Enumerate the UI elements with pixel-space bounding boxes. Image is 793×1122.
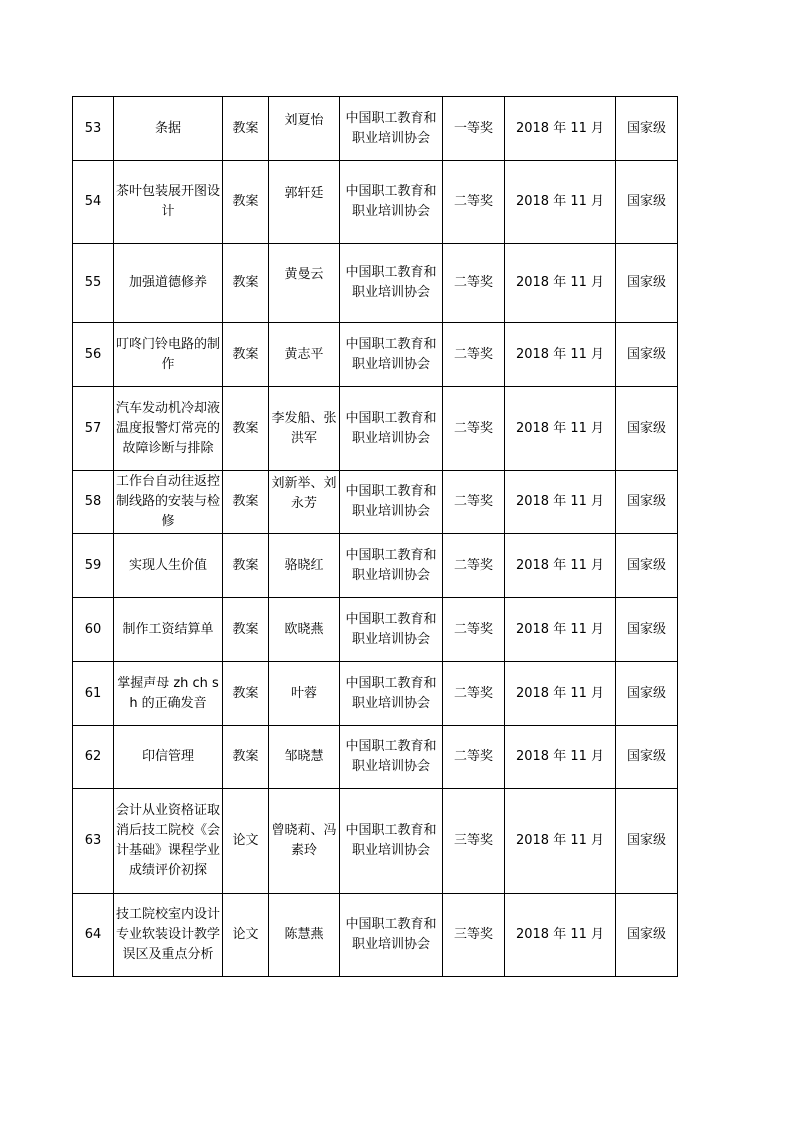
award-date-cell bbox=[505, 471, 616, 534]
award-date-cell bbox=[505, 161, 616, 244]
work-title: 实现人生价值 bbox=[128, 557, 207, 573]
work-type-cell bbox=[223, 789, 269, 894]
row-number: 61 bbox=[84, 685, 102, 701]
author-names-cell bbox=[269, 726, 340, 789]
row-number-cell bbox=[73, 598, 114, 662]
award-date-cell bbox=[505, 789, 616, 894]
row-number-cell bbox=[73, 244, 114, 323]
work-title: 掌握声母 zh ch sh 的正确发音 bbox=[117, 675, 219, 711]
award-grade-cell bbox=[443, 161, 505, 244]
organizer-cell bbox=[340, 97, 443, 161]
award-grade: 一等奖 bbox=[453, 120, 493, 136]
author-names: 邹晓慧 bbox=[284, 749, 324, 764]
award-level-cell bbox=[616, 161, 678, 244]
work-title-cell bbox=[114, 726, 223, 789]
row-number: 62 bbox=[84, 749, 102, 764]
author-names: 欧晓燕 bbox=[284, 621, 324, 637]
work-type: 教案 bbox=[232, 275, 259, 290]
work-type: 教案 bbox=[232, 685, 259, 701]
award-date: 2018 年 11 月 bbox=[515, 194, 605, 209]
award-date-cell bbox=[505, 598, 616, 662]
organizer: 中国职工教育和职业培训协会 bbox=[345, 917, 437, 952]
work-title: 叮咚门铃电路的制作 bbox=[116, 336, 221, 372]
row-number: 53 bbox=[84, 120, 102, 136]
row-number: 56 bbox=[84, 346, 102, 362]
row-number-cell bbox=[73, 726, 114, 789]
award-grade: 二等奖 bbox=[453, 557, 493, 573]
award-level: 国家级 bbox=[626, 420, 666, 436]
work-title-cell bbox=[114, 471, 223, 534]
author-names: 郭轩廷 bbox=[284, 186, 324, 201]
table-row bbox=[73, 97, 678, 161]
row-number-cell bbox=[73, 323, 114, 387]
award-grade-cell bbox=[443, 387, 505, 471]
work-type: 教案 bbox=[232, 120, 259, 136]
row-number-cell bbox=[73, 471, 114, 534]
work-type-cell bbox=[223, 244, 269, 323]
author-names-cell bbox=[269, 598, 340, 662]
organizer-cell bbox=[340, 726, 443, 789]
row-number-cell bbox=[73, 161, 114, 244]
awards-table bbox=[72, 96, 678, 977]
organizer-cell bbox=[340, 387, 443, 471]
table-body bbox=[73, 97, 678, 977]
organizer-cell bbox=[340, 471, 443, 534]
award-level: 国家级 bbox=[626, 120, 666, 136]
work-title: 印信管理 bbox=[141, 749, 194, 764]
work-type: 教案 bbox=[232, 420, 259, 436]
author-names-cell bbox=[269, 534, 340, 598]
row-number: 58 bbox=[84, 494, 102, 509]
organizer-cell bbox=[340, 662, 443, 726]
award-level-cell bbox=[616, 894, 678, 977]
award-date-cell bbox=[505, 323, 616, 387]
work-type-cell bbox=[223, 323, 269, 387]
row-number-cell bbox=[73, 894, 114, 977]
author-names-cell bbox=[269, 662, 340, 726]
work-type: 教案 bbox=[232, 194, 259, 209]
row-number: 60 bbox=[84, 621, 102, 637]
author-names-cell bbox=[269, 97, 340, 161]
work-type: 教案 bbox=[232, 557, 259, 573]
table-row bbox=[73, 387, 678, 471]
award-date: 2018 年 11 月 bbox=[515, 621, 605, 637]
work-title-cell bbox=[114, 662, 223, 726]
row-number-cell bbox=[73, 789, 114, 894]
award-level: 国家级 bbox=[626, 685, 666, 701]
work-type: 教案 bbox=[232, 621, 259, 637]
award-date-cell bbox=[505, 726, 616, 789]
award-level: 国家级 bbox=[626, 927, 666, 942]
row-number-cell bbox=[73, 662, 114, 726]
award-grade-cell bbox=[443, 598, 505, 662]
row-number: 63 bbox=[84, 833, 102, 848]
award-level-cell bbox=[616, 662, 678, 726]
work-title-cell bbox=[114, 894, 223, 977]
author-names: 陈慧燕 bbox=[284, 927, 324, 942]
award-level-cell bbox=[616, 789, 678, 894]
table-row bbox=[73, 323, 678, 387]
work-type: 论文 bbox=[232, 927, 259, 942]
award-level-cell bbox=[616, 323, 678, 387]
award-date: 2018 年 11 月 bbox=[515, 557, 605, 573]
award-level: 国家级 bbox=[626, 346, 666, 362]
award-date-cell bbox=[505, 534, 616, 598]
award-grade: 三等奖 bbox=[453, 927, 493, 942]
organizer: 中国职工教育和职业培训协会 bbox=[345, 823, 437, 858]
row-number-cell bbox=[73, 387, 114, 471]
award-grade-cell bbox=[443, 789, 505, 894]
award-date-cell bbox=[505, 387, 616, 471]
organizer-cell bbox=[340, 894, 443, 977]
award-date-cell bbox=[505, 894, 616, 977]
author-names: 刘夏怡 bbox=[284, 112, 324, 128]
organizer: 中国职工教育和职业培训协会 bbox=[345, 265, 437, 300]
award-grade-cell bbox=[443, 662, 505, 726]
award-grade: 二等奖 bbox=[453, 275, 493, 290]
table-row bbox=[73, 894, 678, 977]
table-row bbox=[73, 471, 678, 534]
row-number: 54 bbox=[84, 194, 102, 209]
work-type-cell bbox=[223, 726, 269, 789]
organizer-cell bbox=[340, 323, 443, 387]
row-number: 55 bbox=[84, 275, 102, 290]
work-title-cell bbox=[114, 97, 223, 161]
author-names-cell bbox=[269, 161, 340, 244]
row-number: 59 bbox=[84, 557, 102, 573]
award-date: 2018 年 11 月 bbox=[515, 749, 605, 764]
award-level: 国家级 bbox=[626, 621, 666, 637]
award-date: 2018 年 11 月 bbox=[515, 120, 605, 136]
work-type-cell bbox=[223, 97, 269, 161]
award-level: 国家级 bbox=[626, 494, 666, 509]
author-names: 骆晓红 bbox=[284, 557, 324, 573]
author-names: 曾晓莉、冯素玲 bbox=[271, 823, 337, 858]
table-row bbox=[73, 161, 678, 244]
organizer: 中国职工教育和职业培训协会 bbox=[345, 611, 437, 647]
work-title: 技工院校室内设计专业软装设计教学误区及重点分析 bbox=[116, 907, 221, 962]
award-grade-cell bbox=[443, 534, 505, 598]
work-type-cell bbox=[223, 387, 269, 471]
award-level-cell bbox=[616, 471, 678, 534]
award-grade: 二等奖 bbox=[453, 420, 493, 436]
award-level-cell bbox=[616, 534, 678, 598]
award-level-cell bbox=[616, 387, 678, 471]
work-type-cell bbox=[223, 662, 269, 726]
organizer: 中国职工教育和职业培训协会 bbox=[345, 110, 437, 146]
work-type-cell bbox=[223, 471, 269, 534]
award-grade-cell bbox=[443, 894, 505, 977]
award-grade-cell bbox=[443, 97, 505, 161]
award-level-cell bbox=[616, 726, 678, 789]
work-type: 教案 bbox=[232, 346, 259, 362]
organizer: 中国职工教育和职业培训协会 bbox=[345, 547, 437, 583]
author-names: 李发船、张洪军 bbox=[271, 410, 337, 446]
table-row bbox=[73, 726, 678, 789]
award-level: 国家级 bbox=[626, 557, 666, 573]
table-row bbox=[73, 598, 678, 662]
work-title-cell bbox=[114, 244, 223, 323]
work-title-cell bbox=[114, 323, 223, 387]
award-grade: 二等奖 bbox=[453, 346, 493, 362]
work-title-cell bbox=[114, 161, 223, 244]
award-grade-cell bbox=[443, 244, 505, 323]
award-date: 2018 年 11 月 bbox=[515, 685, 605, 701]
work-type: 论文 bbox=[232, 833, 259, 848]
work-title: 制作工资结算单 bbox=[122, 621, 214, 637]
work-title-cell bbox=[114, 387, 223, 471]
organizer-cell bbox=[340, 161, 443, 244]
organizer: 中国职工教育和职业培训协会 bbox=[345, 336, 437, 372]
author-names-cell bbox=[269, 789, 340, 894]
work-title: 会计从业资格证取消后技工院校《会计基础》课程学业成绩评价初探 bbox=[116, 803, 221, 878]
work-title: 汽车发动机冷却液温度报警灯常亮的故障诊断与排除 bbox=[116, 400, 221, 456]
work-type-cell bbox=[223, 598, 269, 662]
organizer-cell bbox=[340, 598, 443, 662]
organizer: 中国职工教育和职业培训协会 bbox=[345, 675, 437, 711]
organizer: 中国职工教育和职业培训协会 bbox=[345, 739, 437, 774]
award-level-cell bbox=[616, 244, 678, 323]
award-level: 国家级 bbox=[626, 749, 666, 764]
award-grade-cell bbox=[443, 471, 505, 534]
organizer-cell bbox=[340, 789, 443, 894]
author-names: 叶蓉 bbox=[290, 685, 317, 701]
award-date-cell bbox=[505, 97, 616, 161]
row-number-cell bbox=[73, 534, 114, 598]
work-type: 教案 bbox=[232, 749, 259, 764]
work-type: 教案 bbox=[232, 494, 259, 509]
table-row bbox=[73, 534, 678, 598]
work-title: 加强道德修养 bbox=[128, 275, 207, 290]
author-names-cell bbox=[269, 323, 340, 387]
award-grade-cell bbox=[443, 323, 505, 387]
award-date: 2018 年 11 月 bbox=[515, 927, 605, 942]
work-type-cell bbox=[223, 894, 269, 977]
organizer: 中国职工教育和职业培训协会 bbox=[345, 484, 437, 519]
work-type-cell bbox=[223, 161, 269, 244]
award-date: 2018 年 11 月 bbox=[515, 494, 605, 509]
award-level: 国家级 bbox=[626, 275, 666, 290]
row-number-cell bbox=[73, 97, 114, 161]
work-title: 工作台自动往返控制线路的安装与检修 bbox=[116, 474, 221, 529]
award-grade: 二等奖 bbox=[453, 621, 493, 637]
award-grade: 二等奖 bbox=[453, 749, 493, 764]
work-title: 茶叶包装展开图设计 bbox=[116, 184, 221, 219]
award-grade: 二等奖 bbox=[453, 685, 493, 701]
table-row bbox=[73, 662, 678, 726]
award-date: 2018 年 11 月 bbox=[515, 833, 605, 848]
award-grade: 二等奖 bbox=[453, 194, 493, 209]
author-names: 刘新举、刘永芳 bbox=[271, 476, 337, 511]
row-number: 64 bbox=[84, 927, 102, 942]
award-date-cell bbox=[505, 662, 616, 726]
award-level-cell bbox=[616, 598, 678, 662]
work-type-cell bbox=[223, 534, 269, 598]
author-names: 黄曼云 bbox=[284, 267, 324, 282]
author-names-cell bbox=[269, 471, 340, 534]
author-names-cell bbox=[269, 387, 340, 471]
author-names-cell bbox=[269, 244, 340, 323]
award-level: 国家级 bbox=[626, 194, 666, 209]
organizer-cell bbox=[340, 244, 443, 323]
work-title: 条据 bbox=[154, 120, 181, 136]
author-names-cell bbox=[269, 894, 340, 977]
award-level-cell bbox=[616, 97, 678, 161]
award-date: 2018 年 11 月 bbox=[515, 420, 605, 436]
work-title-cell bbox=[114, 534, 223, 598]
award-date: 2018 年 11 月 bbox=[515, 275, 605, 290]
organizer: 中国职工教育和职业培训协会 bbox=[345, 184, 437, 219]
organizer-cell bbox=[340, 534, 443, 598]
organizer: 中国职工教育和职业培训协会 bbox=[345, 410, 437, 446]
table-row bbox=[73, 789, 678, 894]
award-date-cell bbox=[505, 244, 616, 323]
row-number: 57 bbox=[84, 420, 102, 436]
award-grade: 二等奖 bbox=[453, 494, 493, 509]
award-level: 国家级 bbox=[626, 833, 666, 848]
award-grade-cell bbox=[443, 726, 505, 789]
work-title-cell bbox=[114, 598, 223, 662]
work-title-cell bbox=[114, 789, 223, 894]
award-grade: 三等奖 bbox=[453, 833, 493, 848]
table-row bbox=[73, 244, 678, 323]
author-names: 黄志平 bbox=[284, 346, 324, 362]
award-date: 2018 年 11 月 bbox=[515, 346, 605, 362]
